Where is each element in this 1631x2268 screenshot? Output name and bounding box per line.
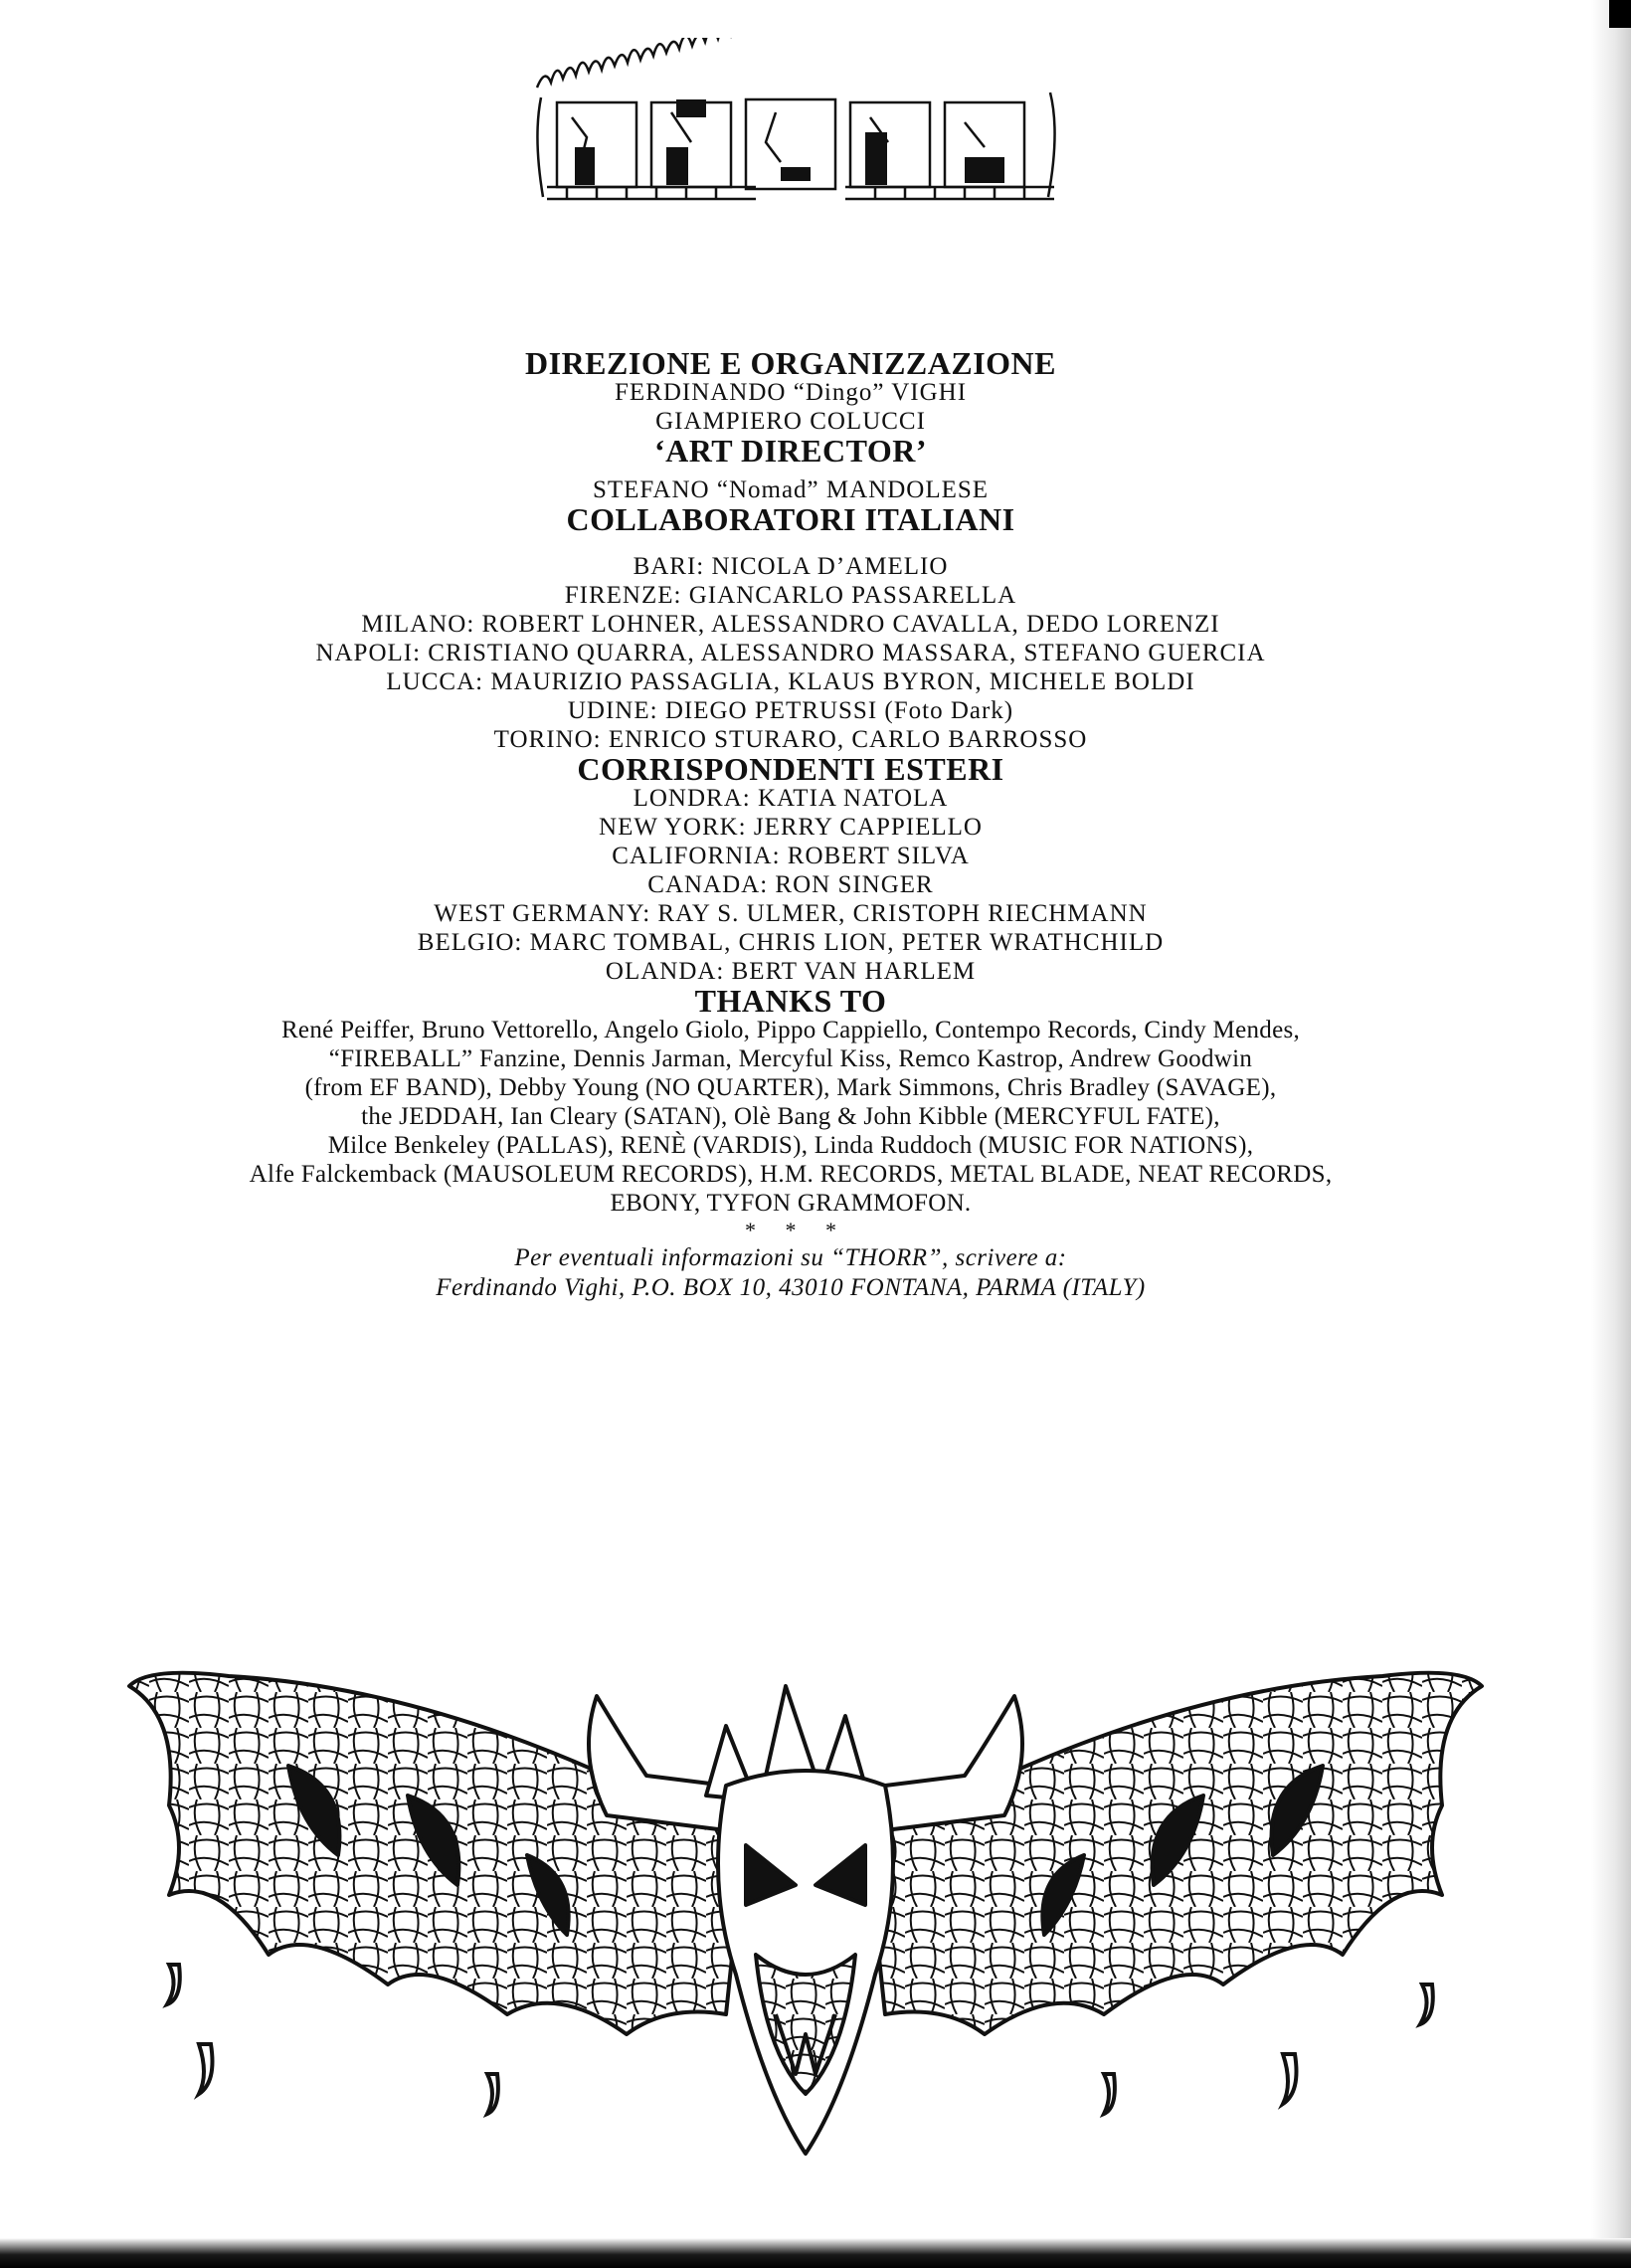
art-director-name: STEFANO “Nomad” MANDOLESE bbox=[592, 476, 990, 503]
corrispondenti-line: LONDRA: KATIA NATOLA bbox=[633, 785, 949, 812]
collaboratori-line: UDINE: DIEGO PETRUSSI (Foto Dark) bbox=[567, 697, 1014, 724]
separator-stars: * * * bbox=[745, 1218, 848, 1242]
page-edge-bottom bbox=[0, 2238, 1631, 2268]
collaboratori-line: MILANO: ROBERT LOHNER, ALESSANDRO CAVALLA, DEDO LORENZI bbox=[361, 611, 1220, 638]
direzione-name: FERDINANDO “Dingo” VIGHI bbox=[614, 379, 968, 406]
thanks-line: EBONY, TYFON GRAMMOFON. bbox=[610, 1190, 972, 1217]
direzione-name: GIAMPIERO COLUCCI bbox=[655, 408, 926, 435]
collaboratori-line: BARI: NICOLA D’AMELIO bbox=[633, 553, 949, 580]
corrispondenti-line: CALIFORNIA: ROBERT SILVA bbox=[612, 843, 970, 869]
corrispondenti-line: CANADA: RON SINGER bbox=[647, 871, 934, 898]
thorr-logo-icon bbox=[527, 38, 1064, 212]
thanks-line: Milce Benkeley (PALLAS), RENÈ (VARDIS), Linda Ruddoch (MUSIC FOR NATIONS), bbox=[327, 1132, 1254, 1159]
thanks-line: Alfe Falckemback (MAUSOLEUM RECORDS), H.M. RECORDS, METAL BLADE, NEAT RECORDS, bbox=[249, 1161, 1333, 1188]
corrispondenti-line: WEST GERMANY: RAY S. ULMER, CRISTOPH RIECHMANN bbox=[434, 900, 1148, 927]
corrispondenti-line: OLANDA: BERT VAN HARLEM bbox=[605, 958, 977, 985]
collaboratori-heading: COLLABORATORI ITALIANI bbox=[566, 501, 1015, 537]
direzione-heading: DIREZIONE E ORGANIZZAZIONE bbox=[525, 345, 1056, 381]
corrispondenti-line: BELGIO: MARC TOMBAL, CHRIS LION, PETER WRATHCHILD bbox=[417, 929, 1165, 956]
thanks-line: René Peiffer, Bruno Vettorello, Angelo Giolo, Pippo Cappiello, Contempo Records, Cindy Mendes, bbox=[280, 1017, 1301, 1043]
art-director-heading: ‘ART DIRECTOR’ bbox=[653, 433, 928, 469]
thanks-line: “FIREBALL” Fanzine, Dennis Jarman, Mercyful Kiss, Remco Kastrop, Andrew Goodwin bbox=[328, 1045, 1253, 1072]
collaboratori-line: NAPOLI: CRISTIANO QUARRA, ALESSANDRO MASSARA, STEFANO GUERCIA bbox=[315, 640, 1266, 666]
corrispondenti-line: NEW YORK: JERRY CAPPIELLO bbox=[599, 814, 983, 841]
thanks-heading: THANKS TO bbox=[694, 983, 887, 1019]
corrispondenti-heading: CORRISPONDENTI ESTERI bbox=[577, 751, 1004, 787]
credits-block bbox=[99, 345, 1482, 1303]
collaboratori-line: FIRENZE: GIANCARLO PASSARELLA bbox=[564, 582, 1017, 609]
bat-demon-icon bbox=[109, 1656, 1502, 2164]
thanks-line: the JEDDAH, Ian Cleary (SATAN), Olè Bang & John Kibble (MERCYFUL FATE), bbox=[361, 1103, 1220, 1130]
info-address: Ferdinando Vighi, P.O. BOX 10, 43010 FONTANA, PARMA (ITALY) bbox=[436, 1274, 1146, 1301]
collaboratori-line: TORINO: ENRICO STURARO, CARLO BARROSSO bbox=[493, 726, 1088, 753]
corner-mark bbox=[1609, 0, 1631, 28]
page-edge-right bbox=[1591, 0, 1631, 2268]
info-line: Per eventuali informazioni su “THORR”, scrivere a: bbox=[514, 1244, 1067, 1271]
collaboratori-line: LUCCA: MAURIZIO PASSAGLIA, KLAUS BYRON, MICHELE BOLDI bbox=[386, 668, 1195, 695]
thanks-line: (from EF BAND), Debby Young (NO QUARTER), Mark Simmons, Chris Bradley (SAVAGE), bbox=[304, 1074, 1277, 1101]
